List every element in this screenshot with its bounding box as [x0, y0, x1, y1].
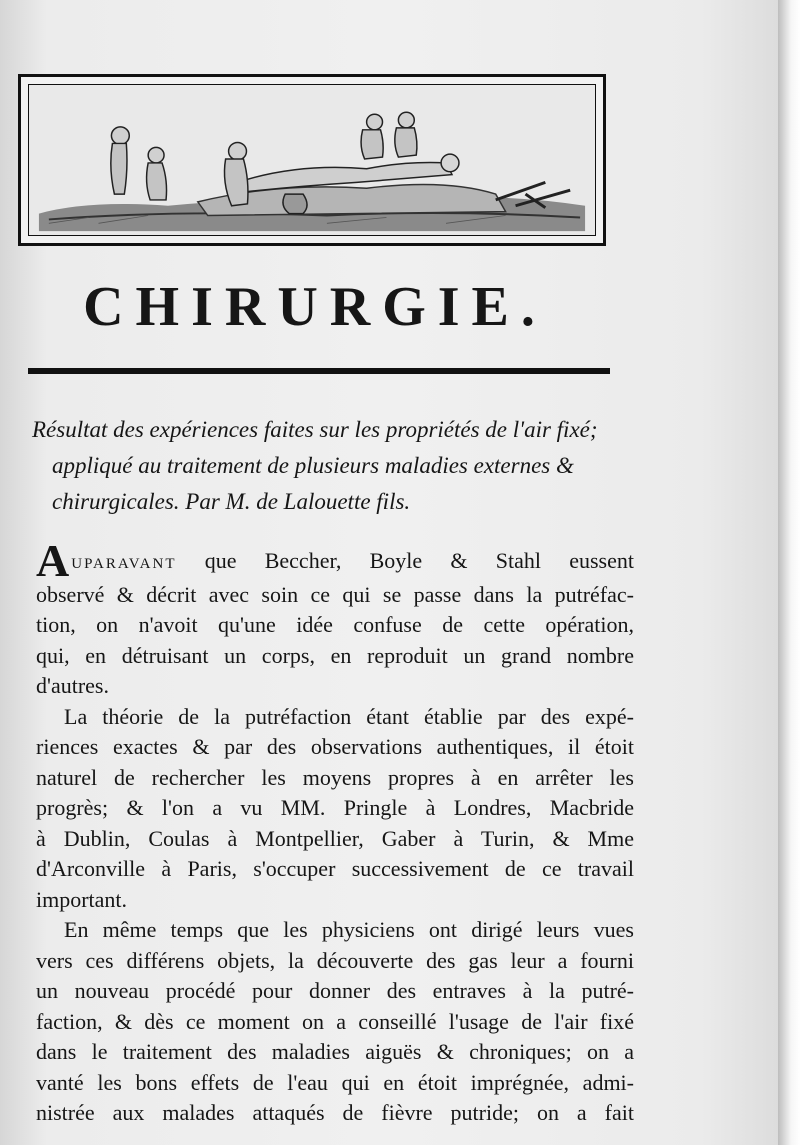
page-edge: [778, 0, 800, 1145]
text-line: [36, 535, 634, 586]
text-line: riences exactes & par des observations authentiques, il étoit: [36, 734, 634, 759]
heading-line: chirurgicales. Par M. de Lalouette fils.: [52, 489, 411, 514]
article-heading: [32, 412, 627, 520]
text-line: vers ces différens objets, la découverte des gas leur a fourni: [36, 947, 634, 973]
heading-line: Résultat des expériences faites sur les propriétés de l'air fixé;: [32, 417, 598, 442]
text-line: nistrée aux malades attaqués de fièvre putride; on a fait: [36, 1100, 634, 1125]
page-title: CHIRURGIE.: [83, 276, 547, 338]
text-line: En même temps que les physiciens ont dirigé leurs vues: [64, 917, 634, 942]
text-line: qui, en détruisant un corps, en reproduit un grand nombre: [36, 642, 634, 668]
text-line: naturel de rechercher les moyens propres à en arrêter les: [36, 764, 634, 790]
text-line: important.: [36, 886, 128, 912]
title-rule: [28, 368, 610, 374]
text-line: La théorie de la putréfaction étant établie par des expé-: [64, 703, 634, 729]
drop-cap: A: [36, 535, 70, 586]
text-line-rest: que Beccher, Boyle & Stahl eussent: [176, 548, 634, 573]
heading-line: appliqué au traitement de plusieurs maladies externes &: [52, 453, 574, 478]
text-line: d'autres.: [36, 673, 109, 698]
text-line: tion, on n'avoit qu'une idée confuse de cette opération,: [36, 612, 634, 637]
small-caps-word: UPARAVANT: [71, 556, 177, 572]
text-line: d'Arconville à Paris, s'occuper successivement de ce travail: [36, 856, 634, 881]
engraving-frame: [28, 84, 596, 236]
text-line: observé & décrit avec soin ce qui se passe dans la putréfac-: [36, 581, 634, 607]
text-line: un nouveau procédé pour donner des entraves à la putré-: [36, 978, 634, 1003]
headpiece-engraving: [18, 74, 606, 246]
text-line: dans le traitement des maladies aiguës & chroniques; on a: [36, 1039, 634, 1064]
text-line: vanté les bons effets de l'eau qui en étoit imprégnée, admi-: [36, 1069, 634, 1095]
body-text: [36, 535, 634, 1129]
text-line: à Dublin, Coulas à Montpellier, Gaber à Turin, & Mme: [36, 825, 634, 851]
text-line: faction, & dès ce moment on a conseillé l'usage de l'air fixé: [36, 1008, 634, 1034]
cherubs-surgery-illustration: [29, 85, 595, 235]
text-line: progrès; & l'on a vu MM. Pringle à Londres, Macbride: [36, 795, 634, 820]
